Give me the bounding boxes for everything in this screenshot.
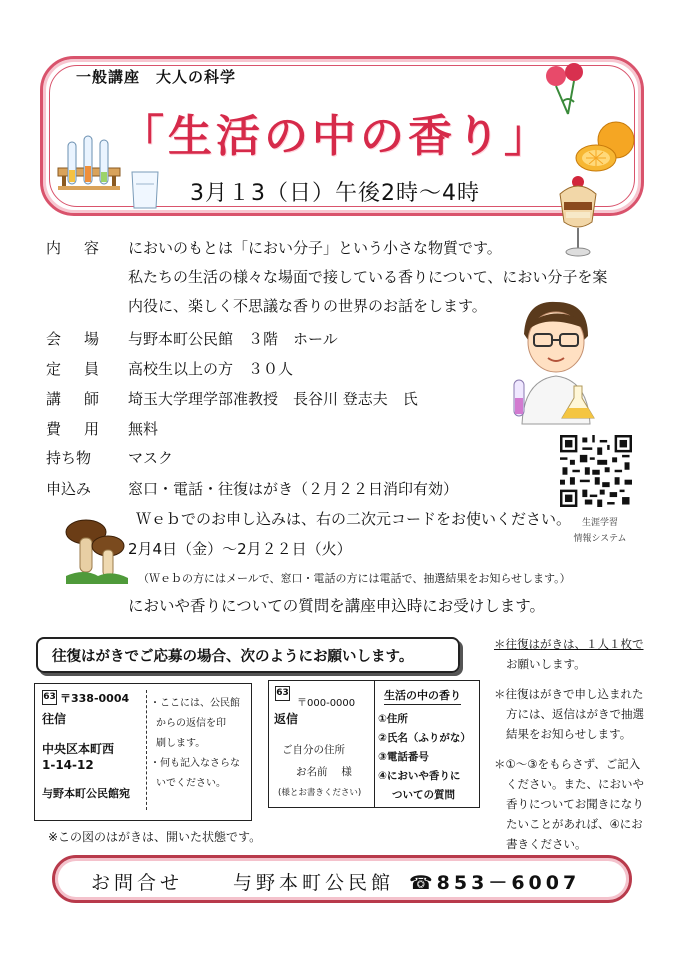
reply-zip: 〒000-0000 [297,698,356,709]
content-label: 内 容 [46,239,104,257]
venue-label: 会 場 [46,330,104,348]
content-line-3: 内役に、楽しく不思議な香りの世界のお話をします。 [128,297,487,315]
web-apply-line: Ｗｅｂでのお申し込みは、右の二次元コードをお使いください。 [136,510,572,528]
questions-note: においや香りについての質問を講座申込時にお受けします。 [128,597,545,615]
reply-stamp-mark: 63 [275,686,290,701]
side-note-3-line: たいことがあれば、④にお [506,817,643,831]
outbound-stamp-mark: 63 [42,690,57,705]
scientist-illustration [506,294,602,426]
outbound-type: 往信 [42,712,67,726]
qr-caption-line-2: 情報システム [573,534,627,544]
apply-value: 窓口・電話・往復はがき（２月２２日消印有効） [128,480,459,498]
side-note-2-line: 結果をお知らせします。 [506,727,632,741]
reply-card-title: 生活の中の香り [384,687,461,705]
outbound-note-line: からの返信を印 [156,718,226,729]
postcard-open-note: ※この図のはがきは、開いた状態です。 [48,830,262,844]
lecture-date: 3月１3（日）午後2時～4時 [190,181,480,206]
postcard-instructions-heading: 往復はがきでご応募の場合、次のようにお願いします。 [36,637,460,673]
reply-item: ②氏名（ふりがな） [378,732,471,744]
outbound-address-1: 中央区本町西 [42,742,115,756]
lecture-title: 「生活の中の香り」 [120,111,552,162]
outbound-recipient: 与野本町公民館宛 [42,787,130,800]
side-note-3-line: 香りについてお聞きになり [506,797,644,811]
beaker-icon [128,170,162,210]
matsutake-mushroom-icon [64,514,130,584]
side-note-2-line: 方には、返信はがきで抽選 [506,707,644,721]
apply-period: 2月4日（金）～2月２２日（火） [128,540,352,558]
outbound-note-line: ・ここには、公民館 [150,698,240,709]
capacity-label: 定 員 [46,360,104,378]
side-note-2-line: ＊往復はがきで申し込まれた [494,687,644,701]
apply-label: 申込み [46,480,92,498]
side-note-3-line: ください。また、においや [506,777,644,791]
lecturer-value: 埼玉大学理学部准教授 長谷川 登志夫 氏 [128,390,418,408]
contact-phone[interactable]: ☎853－6007 [409,872,581,894]
reply-type: 返信 [274,712,299,726]
outbound-address-2: 1-14-12 [42,758,94,772]
reply-your-name: お名前 様 [296,766,352,778]
lottery-note: （Ｗｅｂの方にはメールで、窓口・電話の方には電話で、抽選結果をお知らせします。） [138,572,571,585]
reply-name-note: (様とお書きください) [278,788,362,798]
reply-item: ③電話番号 [378,751,429,763]
side-note-3-line: 書きください。 [506,837,587,851]
outbound-postcard-divider [146,690,147,810]
outbound-note-line: いでください。 [156,778,226,789]
reply-your-address: ご自分の住所 [282,744,345,756]
contact-place: 与野本町公民館 [233,872,395,894]
outbound-note-line: 刷します。 [156,738,206,749]
content-line-2: 私たちの生活の様々な場面で接している香りについて、におい分子を案 [128,268,608,286]
outbound-zip: 〒338-0004 [60,692,130,705]
reply-item: ①住所 [378,713,408,725]
qr-caption-line-1: 生涯学習 [581,518,618,528]
belongings-value: マスク [128,449,174,467]
lecturer-label: 講 師 [46,390,104,408]
outbound-note-line: ・何も記入なさらな [150,758,240,769]
reply-postcard-divider [374,680,375,808]
belongings-label: 持ち物 [46,449,92,467]
reply-item: ついての質問 [392,789,455,801]
venue-value: 与野本町公民館 ３階 ホール [128,330,338,348]
capacity-value: 高校生以上の方 ３０人 [128,360,294,378]
fee-value: 無料 [128,420,159,438]
fee-label: 費 用 [46,420,104,438]
contact-box [52,855,632,903]
parfait-dessert-icon [552,172,604,258]
lecture-subtitle: 一般講座 大人の科学 [76,68,237,86]
side-note-1-line-2: お願いします。 [506,657,586,671]
side-note-3-line: ＊①～③をもらさず、ご記入 [494,757,641,771]
test-tube-rack-icon [54,130,124,192]
reply-item: ④においや香りに [378,770,461,782]
orange-fruit-icon [574,118,640,174]
side-note-1-line-1: ＊往復はがきは、１人１枚で [494,637,644,651]
content-line-1: においのもとは「におい分子」という小さな物質です。 [128,239,502,257]
qr-code-image[interactable] [560,435,632,507]
contact-label: お問合せ [91,872,184,894]
carnation-flower-icon [542,62,592,122]
